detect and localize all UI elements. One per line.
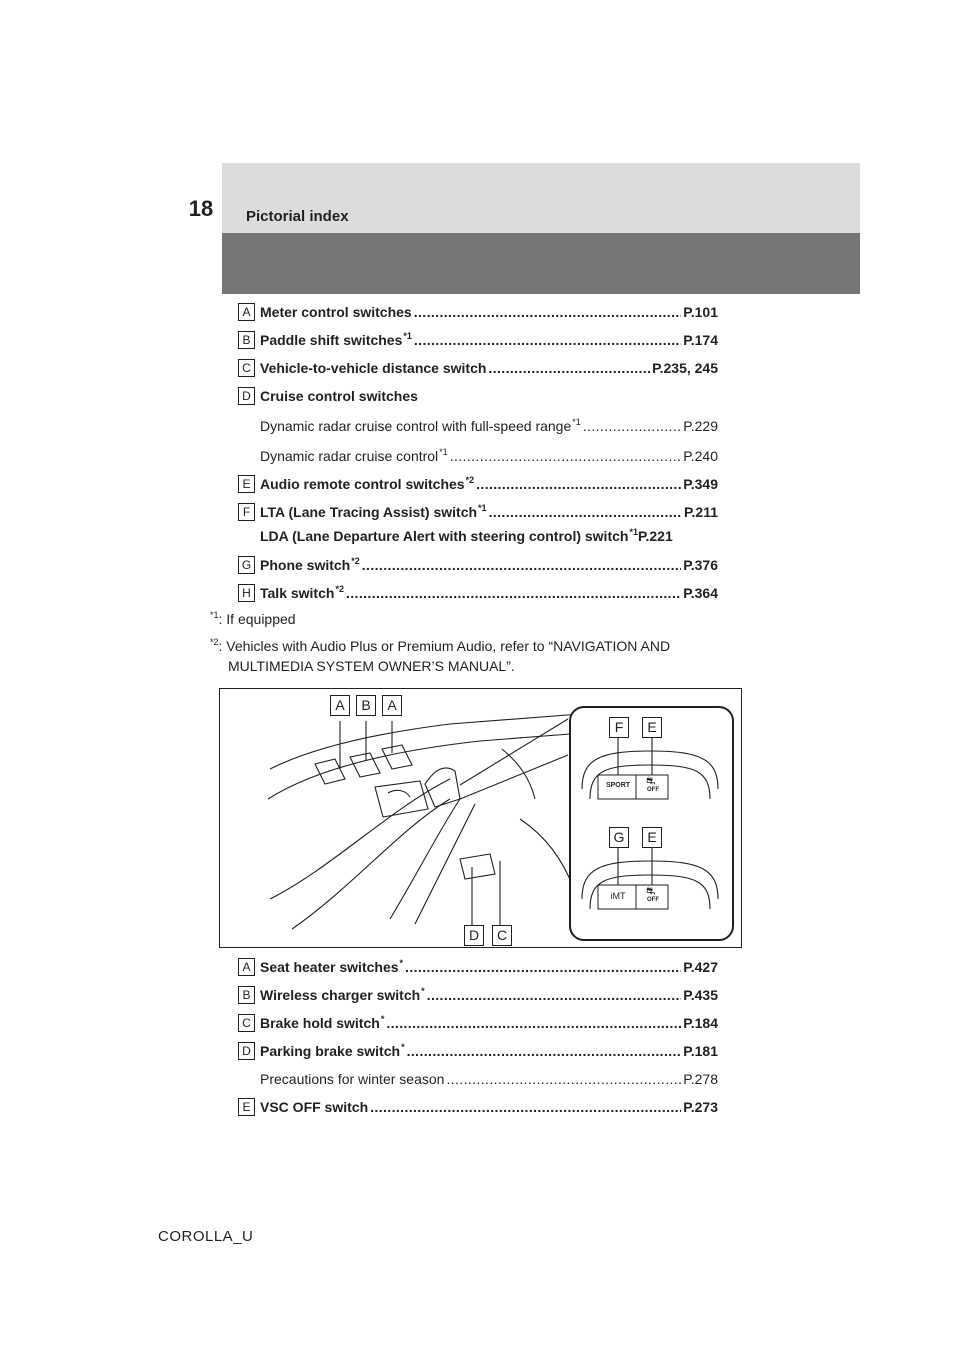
list-item xyxy=(238,1042,718,1060)
footnote-text: : Vehicles with Audio Plus or Premium Audio, refer to “NAVIGATION AND xyxy=(218,638,671,654)
item-letter-box: E xyxy=(238,1098,255,1116)
item-letter-box: C xyxy=(238,1014,255,1032)
list-item xyxy=(238,1014,718,1032)
item-letter-box: B xyxy=(238,331,255,349)
leader-dots xyxy=(488,359,650,377)
item-label: Phone switch xyxy=(260,557,351,573)
leader-dots xyxy=(489,503,682,521)
leader-dots xyxy=(450,447,682,465)
page-reference[interactable]: P.376 xyxy=(683,557,718,573)
header-dark-bar xyxy=(222,233,860,294)
console-line-drawing xyxy=(220,689,741,947)
list-item xyxy=(238,475,718,493)
footnote xyxy=(210,609,750,631)
sport-button-label: SPORT xyxy=(605,782,631,789)
item-label: Talk switch xyxy=(260,585,335,601)
list-item xyxy=(238,387,718,405)
item-letter-box: A xyxy=(238,958,255,976)
callout-label: A xyxy=(330,695,350,716)
imt-button-label: iMT xyxy=(610,891,626,901)
page-reference[interactable]: P.364 xyxy=(683,585,718,601)
item-letter-box: B xyxy=(238,986,255,1004)
page-reference[interactable]: P.221 xyxy=(637,528,673,544)
item-label: Dynamic radar cruise control with full-speed range xyxy=(260,418,572,434)
list-item xyxy=(238,527,718,545)
item-letter-box: E xyxy=(238,475,255,493)
page-reference[interactable]: P.229 xyxy=(683,418,718,434)
leader-dots xyxy=(386,1014,681,1032)
page-reference[interactable]: P.240 xyxy=(683,448,718,464)
footnote-marker: * xyxy=(401,1042,405,1052)
sub-list-item xyxy=(238,1070,718,1088)
page-reference[interactable]: P.184 xyxy=(683,1015,718,1031)
item-letter-box: A xyxy=(238,303,255,321)
list-item xyxy=(238,303,718,321)
footnote-marker: *1 xyxy=(439,447,448,457)
leader-dots xyxy=(414,331,681,349)
leader-dots xyxy=(405,958,681,976)
item-label: Paddle shift switches xyxy=(260,332,403,348)
sub-list-item xyxy=(238,447,718,465)
callout-label: C xyxy=(492,925,512,946)
list-item xyxy=(238,958,718,976)
page-reference[interactable]: P.181 xyxy=(683,1043,718,1059)
leader-dots xyxy=(346,584,681,602)
page-reference[interactable]: P.427 xyxy=(683,959,718,975)
callout-label: E xyxy=(642,827,662,848)
footnote-marker: *1 xyxy=(478,503,487,513)
page-reference[interactable]: P.273 xyxy=(683,1099,718,1115)
footnote-marker: *1 xyxy=(403,331,412,341)
footnote-marker: *1 xyxy=(210,610,219,620)
item-label: LDA (Lane Departure Alert with steering control) switch xyxy=(260,528,629,544)
item-label: VSC OFF switch xyxy=(260,1099,369,1115)
item-letter-box: H xyxy=(238,584,255,602)
list-item xyxy=(238,359,718,377)
page-reference[interactable]: P.174 xyxy=(683,332,718,348)
item-label: Seat heater switches xyxy=(260,959,399,975)
callout-label: E xyxy=(642,717,662,738)
sub-list-item xyxy=(238,417,718,435)
section-title: Pictorial index xyxy=(246,208,349,225)
item-letter-box: D xyxy=(238,387,255,405)
item-label: Wireless charger switch xyxy=(260,987,421,1003)
footnote-marker: *1 xyxy=(572,417,581,427)
page-reference[interactable]: P.211 xyxy=(683,504,718,520)
page-reference[interactable]: P.278 xyxy=(683,1071,718,1087)
footnote-marker: *2 xyxy=(351,556,360,566)
vsc-off-button-label: OFF xyxy=(647,897,659,903)
footnote-continuation: MULTIMEDIA SYSTEM OWNER’S MANUAL”. xyxy=(228,658,515,674)
item-label: Brake hold switch xyxy=(260,1015,380,1031)
page-reference[interactable]: P.435 xyxy=(683,987,718,1003)
footnote-marker: * xyxy=(421,986,425,996)
leader-dots xyxy=(414,303,682,321)
item-label: Precautions for winter season xyxy=(260,1071,445,1087)
page-reference[interactable]: P.349 xyxy=(683,476,718,492)
callout-label: B xyxy=(356,695,376,716)
footnote-marker: * xyxy=(399,958,404,968)
page-number: 18 xyxy=(188,196,214,221)
list-item xyxy=(238,556,718,574)
item-label: Meter control switches xyxy=(260,304,412,320)
leader-dots xyxy=(362,556,681,574)
leader-dots xyxy=(407,1042,682,1060)
list-item xyxy=(238,503,718,521)
item-label: Vehicle-to-vehicle distance switch xyxy=(260,360,487,376)
item-label: Dynamic radar cruise control xyxy=(260,448,439,464)
footnote-marker: *1 xyxy=(629,527,638,537)
footnote-marker: * xyxy=(380,1014,385,1024)
item-label: Audio remote control switches xyxy=(260,476,465,492)
list-item xyxy=(238,331,718,349)
page-reference[interactable]: P.235, 245 xyxy=(652,360,718,376)
callout-label: A xyxy=(382,695,402,716)
callout-label: D xyxy=(464,925,484,946)
item-letter-box: C xyxy=(238,359,255,377)
skid-car-icon: ⛐ xyxy=(646,775,656,787)
leader-dots xyxy=(476,475,681,493)
footnote-text: : If equipped xyxy=(218,611,296,627)
leader-dots xyxy=(583,417,681,435)
list-item xyxy=(238,1098,718,1116)
footnote-marker: *2 xyxy=(335,584,344,594)
center-console-illustration xyxy=(219,688,742,948)
leader-dots xyxy=(446,1070,681,1088)
list-item xyxy=(238,986,718,1004)
footnote xyxy=(210,636,750,658)
footer-model-code: COROLLA_U xyxy=(158,1228,254,1245)
skid-car-icon: ⛐ xyxy=(646,885,656,897)
item-letter-box: G xyxy=(238,556,255,574)
item-letter-box: F xyxy=(238,503,255,521)
leader-dots xyxy=(370,1098,681,1116)
callout-label: G xyxy=(609,827,629,848)
item-label: LTA (Lane Tracing Assist) switch xyxy=(260,504,478,520)
footnote-marker: *2 xyxy=(465,475,475,485)
page-reference[interactable]: P.101 xyxy=(683,304,718,320)
leader-dots xyxy=(427,986,682,1004)
item-letter-box: D xyxy=(238,1042,255,1060)
callout-label: F xyxy=(609,717,629,738)
footnote-marker: *2 xyxy=(210,637,219,647)
vsc-off-button-label: OFF xyxy=(647,787,659,793)
item-label: Parking brake switch xyxy=(260,1043,401,1059)
list-item xyxy=(238,584,718,602)
item-label: Cruise control switches xyxy=(260,388,418,404)
